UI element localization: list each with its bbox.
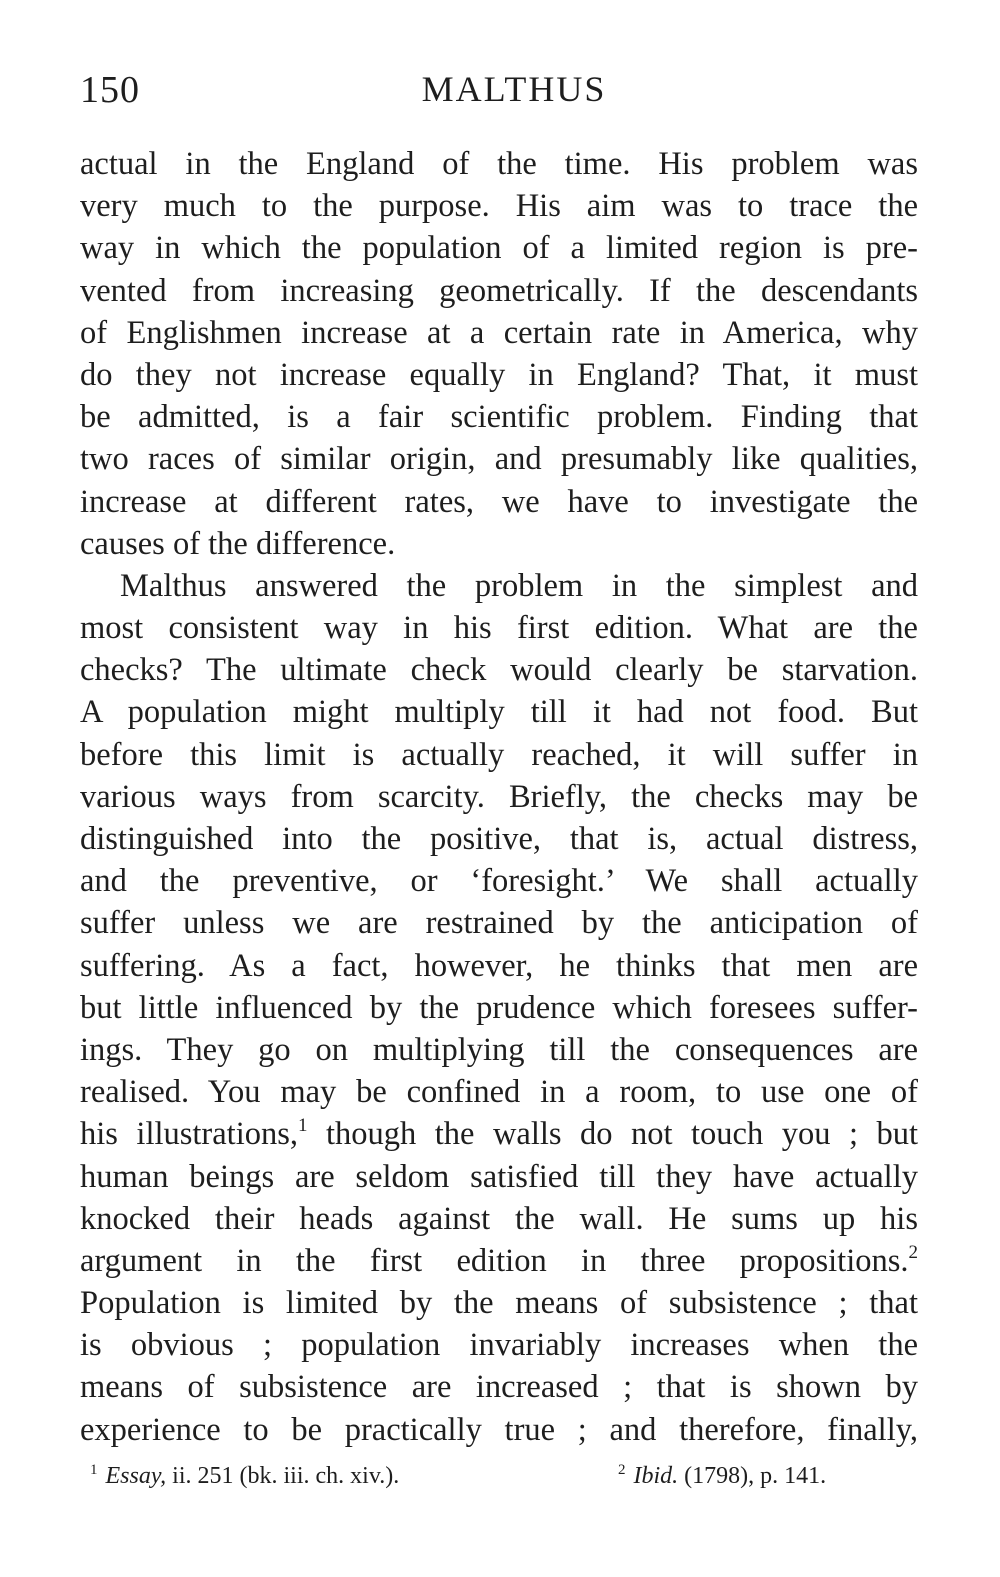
text-line — [80, 1240, 918, 1282]
text-line: two races of similar origin, and presumably like qualities, — [80, 441, 918, 478]
text-line: increase at different rates, we have to investigate the — [80, 483, 918, 520]
footnote-2-text: (1798), p. 141. — [684, 1463, 827, 1489]
text-line: Malthus answered the problem in the simplest and — [120, 567, 918, 604]
footnote-2 — [618, 1463, 826, 1490]
text-line: distinguished into the positive, that is, actual distress, — [80, 821, 918, 857]
page-header — [80, 68, 920, 118]
footnote-1-cite: Essay, — [105, 1463, 167, 1489]
text-segment: though the walls do not touch you ; but — [326, 1116, 918, 1153]
text-line: very much to the purpose. His aim was to trace the — [80, 188, 918, 225]
text-line — [80, 1113, 918, 1155]
text-line: Population is limited by the means of subsistence ; that — [80, 1285, 918, 1322]
text-line: but little influenced by the prudence which foresees suffer- — [80, 989, 918, 1026]
text-line: A population might multiply till it had not food. But — [80, 694, 918, 731]
text-line: before this limit is actually reached, it will suffer in — [80, 736, 918, 773]
footnotes — [90, 1463, 910, 1495]
text-line: causes of the difference. — [80, 525, 396, 562]
footnote-2-mark: 2 — [618, 1462, 626, 1478]
text-line: means of subsistence are increased ; that is shown by — [80, 1369, 918, 1406]
footnote-ref-1[interactable]: 1 — [298, 1115, 308, 1137]
page-number: 150 — [80, 69, 140, 111]
text-line: vented from increasing geometrically. If the descendants — [80, 272, 918, 309]
body-text — [80, 143, 918, 1451]
text-line: human beings are seldom satisfied till they have actually — [80, 1158, 918, 1195]
text-line: most consistent way in his first edition. What are the — [80, 610, 918, 647]
text-segment: his illustrations, — [80, 1116, 299, 1153]
footnote-1-mark: 1 — [90, 1462, 98, 1478]
text-line: ings. They go on multiplying till the consequences are — [80, 1031, 918, 1068]
text-line: suffer unless we are restrained by the anticipation of — [80, 905, 918, 942]
text-line: and the preventive, or ‘foresight.’ We shall actually — [80, 863, 918, 900]
running-head: MALTHUS — [421, 69, 607, 109]
text-segment: argument in the first edition in three propositions. — [80, 1242, 909, 1279]
footnote-ref-2[interactable]: 2 — [908, 1241, 918, 1263]
footnote-1-text: ii. 251 (bk. iii. ch. xiv.). — [172, 1463, 400, 1489]
text-line: various ways from scarcity. Briefly, the checks may be — [80, 778, 918, 815]
text-line: experience to be practically true ; and therefore, finally, — [80, 1411, 918, 1448]
text-line: knocked their heads against the wall. He sums up his — [80, 1200, 918, 1237]
text-line: do they not increase equally in England? That, it must — [80, 356, 918, 393]
text-line: checks? The ultimate check would clearly be starvation. — [80, 652, 918, 689]
text-line: suffering. As a fact, however, he thinks that men are — [80, 947, 918, 984]
text-line: realised. You may be confined in a room, to use one of — [80, 1074, 918, 1111]
text-line: way in which the population of a limited region is pre- — [80, 230, 918, 267]
text-line: actual in the England of the time. His problem was — [80, 146, 918, 182]
text-line: is obvious ; population invariably increases when the — [80, 1327, 918, 1364]
footnote-2-cite: Ibid. — [633, 1463, 679, 1489]
footnote-1 — [90, 1463, 399, 1490]
text-line: of Englishmen increase at a certain rate in America, why — [80, 314, 918, 351]
text-line: be admitted, is a fair scientific problem. Finding that — [80, 399, 918, 436]
